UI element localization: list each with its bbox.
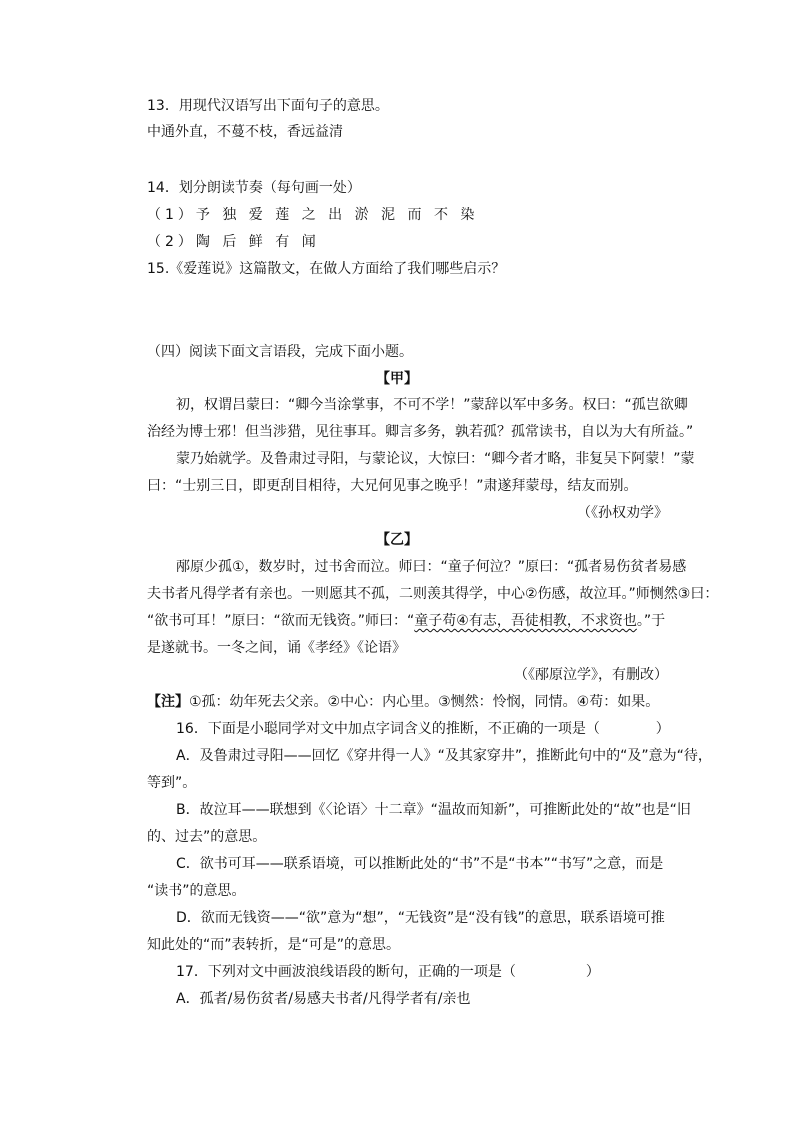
question-14-item-1: （1）予 独 爱 莲 之 出 淤 泥 而 不 染 — [147, 207, 479, 223]
question-16-option-a: 等到”。 — [147, 775, 197, 791]
question-17-prompt: 17．下列对文中画波浪线语段的断句，正确的一项是（ ） — [176, 964, 600, 980]
passage-jia-line: 蒙乃始就学。及鲁肃过寻阳，与蒙论议，大惊曰：“卿今者才略，非复吴下阿蒙！”蒙 — [176, 451, 695, 467]
question-13-sentence: 中通外直，不蔓不枝，香远益清 — [147, 124, 343, 140]
wavy-underlined-text: 童子苟④有志，吾徒相教，不求资也 — [414, 613, 637, 629]
question-16-prompt: 16．下面是小聪同学对文中加点字词含义的推断，不正确的一项是（ ） — [176, 721, 670, 737]
passage-yi-line: 是遂就书。一冬之间，诵《孝经》《论语》 — [147, 640, 406, 656]
passage-yi-line — [147, 611, 665, 631]
passage-yi-line: 夫书者凡得学者有亲也。一则愿其不孤，二则羡其得学，中心②伤感，故泣耳。”师恻然③曰： — [147, 586, 719, 602]
question-16-option-c: C．欲书可耳——联系语境，可以推断此处的“书”不是“书本”“书写”之意，而是 — [176, 856, 664, 872]
passage-yi-line-end: 。”于 — [636, 613, 666, 629]
passage-jia-line: 初，权谓吕蒙曰：“卿今当涂掌事，不可不学！”蒙辞以军中多务。权曰：“孤岂欲卿 — [176, 397, 688, 413]
question-16-option-d: 知此处的“而”表转折，是“可是”的意思。 — [147, 937, 401, 953]
section-4-intro: （四）阅读下面文言语段，完成下面小题。 — [147, 344, 413, 360]
question-16-option-b: 的、过去”的意思。 — [147, 829, 267, 845]
question-16-option-a: A．及鲁肃过寻阳——回忆《穿井得一人》“及其家穿井”，推断此句中的“及”意为“待， — [176, 748, 712, 764]
passage-yi-source: （《邴原泣学》，有删改） — [514, 667, 668, 683]
question-14-prompt: 14．划分朗读节奏（每句画一处） — [147, 180, 361, 196]
passage-jia-title: 【甲】 — [376, 371, 418, 387]
passage-yi-title: 【乙】 — [376, 532, 418, 548]
question-14-item-2: （2）陶 后 鲜 有 闻 — [147, 234, 320, 250]
passage-yi-line-start: “欲书可耳！”原曰：“欲而无钱资。”师曰：“ — [147, 613, 415, 629]
passage-jia-source: （《孙权劝学》 — [577, 505, 668, 521]
passage-yi-line: 邴原少孤①，数岁时，过书舍而泣。师曰：“童子何泣？”原曰：“孤者易伤贫者易感 — [176, 559, 687, 575]
question-16-option-c: “读书”的意思。 — [147, 883, 246, 899]
question-16-option-b: B．故泣耳——联想到《〈论语〉十二章》“温故而知新”，可推断此处的“故”也是“旧 — [176, 802, 691, 818]
notes-label: 【注】 — [147, 694, 189, 710]
question-17-option-a: A．孤者/易伤贫者/易感夫书者/凡得学者有/亲也 — [176, 991, 471, 1007]
passage-jia-line: 治经为博士邪！但当涉猎，见往事耳。卿言多务，孰若孤？孤常读书，自以为大有所益。” — [147, 424, 694, 440]
notes — [147, 692, 659, 712]
passage-jia-line: 曰：“士别三日，即更刮目相待，大兄何见事之晚乎！”肃遂拜蒙母，结友而别。 — [147, 478, 638, 494]
question-16-option-d: D．欲而无钱资——“欲”意为“想”，“无钱资”是“没有钱”的意思，联系语境可推 — [176, 910, 665, 926]
notes-text: ①孤：幼年死去父亲。②中心：内心里。③恻然：怜悯，同情。④苟：如果。 — [189, 694, 660, 710]
question-13-prompt: 13．用现代汉语写出下面句子的意思。 — [147, 98, 389, 114]
question-15-prompt: 15.《爱莲说》这篇散文，在做人方面给了我们哪些启示？ — [147, 261, 506, 277]
